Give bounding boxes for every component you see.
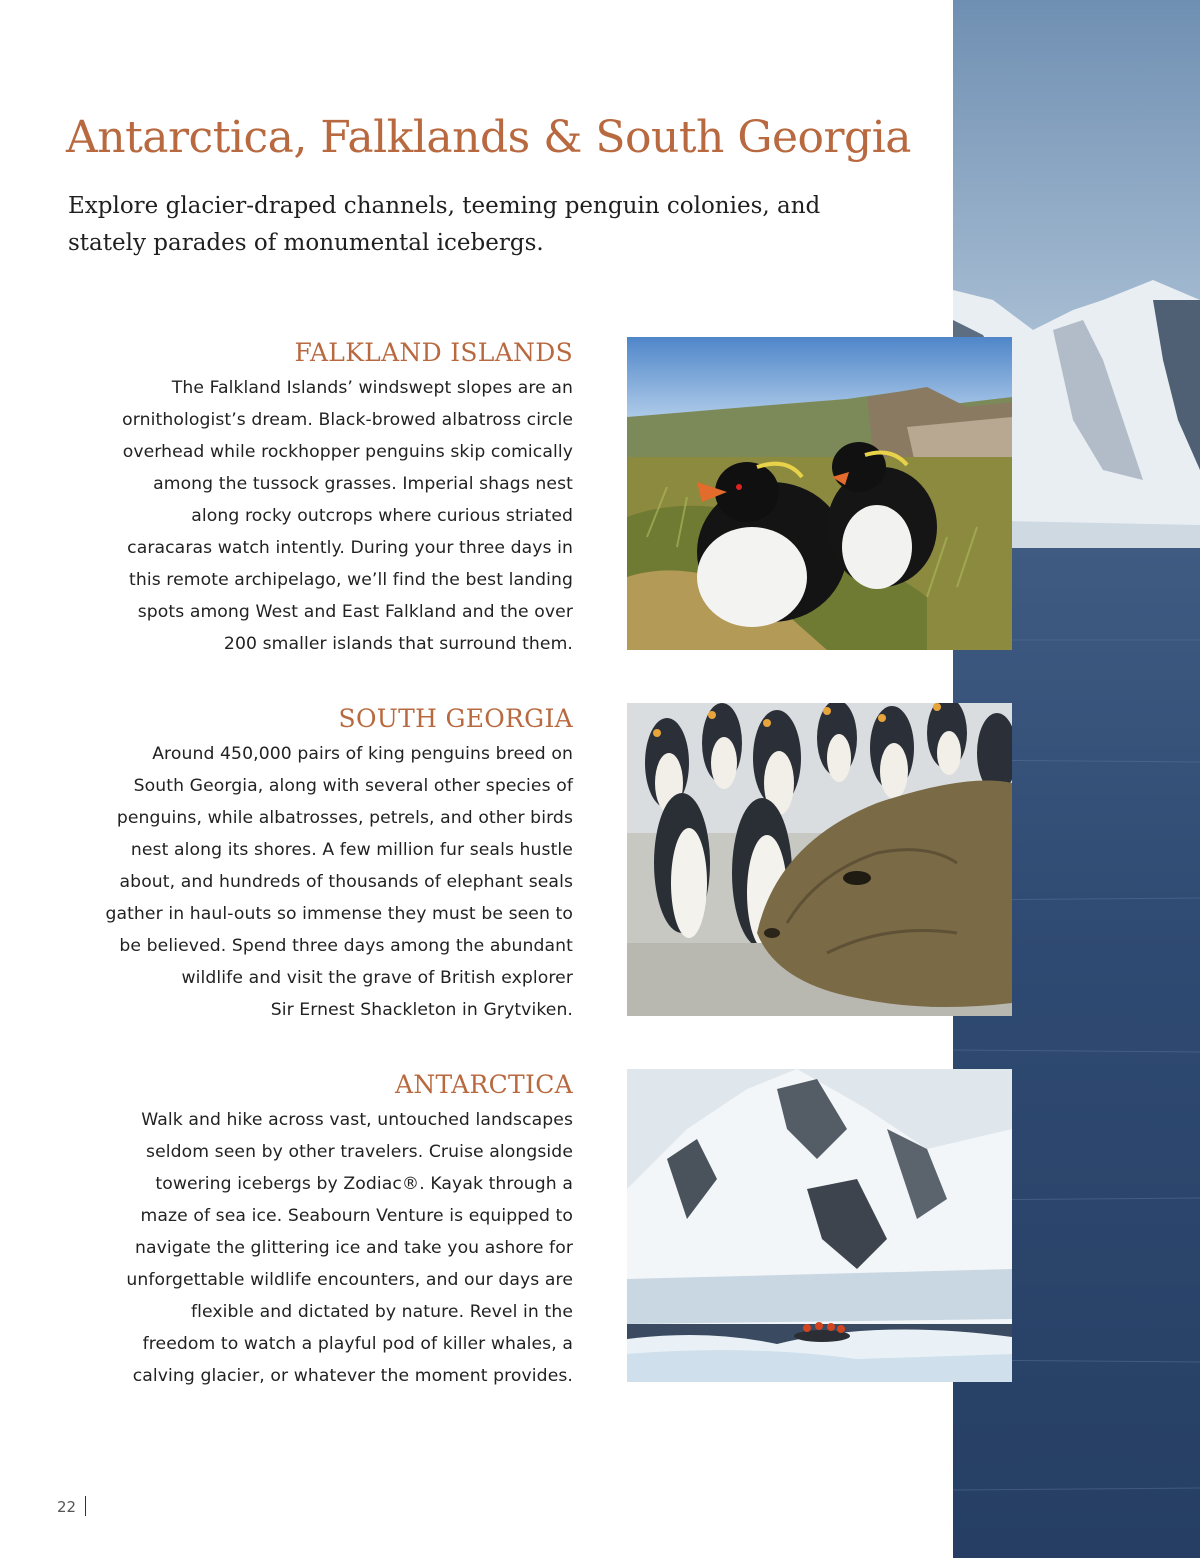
body-line: towering icebergs by Zodiac®. Kayak through a [155,1174,573,1194]
body-line: calving glacier, or whatever the moment provides. [132,1366,573,1386]
body-line: navigate the glittering ice and take you ashore for [135,1238,573,1258]
section-body [60,372,573,660]
body-line: among the tussock grasses. Imperial shags nest [153,474,573,494]
page-number-divider [85,1496,86,1516]
section-body [60,1104,573,1392]
body-line: be believed. Spend three days among the abundant [119,936,573,956]
body-line: caracaras watch intently. During your three days in [127,538,573,558]
page-number: 22 [57,1498,77,1516]
body-line: flexible and dictated by nature. Revel in the [190,1302,573,1322]
section-antarctica [60,1068,573,1392]
body-line: Walk and hike across vast, untouched landscapes [141,1110,573,1130]
subtitle-line: Explore glacier-draped channels, teeming penguin colonies, and [68,193,821,219]
section-heading: FALKLAND ISLANDS [294,338,573,367]
body-line: along rocky outcrops where curious striated [191,506,573,526]
body-line: Around 450,000 pairs of king penguins breed on [152,744,573,764]
section-falkland-islands [60,336,573,660]
body-line: nest along its shores. A few million fur seals hustle [130,840,573,860]
antarctic-mountain-zodiac-photo [627,1069,1012,1382]
body-line: freedom to watch a playful pod of killer whales, a [142,1334,573,1354]
body-line: spots among West and East Falkland and the over [137,602,573,622]
body-line: overhead while rockhopper penguins skip comically [122,442,573,462]
section-south-georgia [60,702,573,1026]
section-heading: SOUTH GEORGIA [338,704,573,733]
body-line: The Falkland Islands’ windswept slopes are an [171,378,573,398]
body-line: penguins, while albatrosses, petrels, and other birds [116,808,573,828]
body-line: gather in haul-outs so immense they must be seen to [105,904,573,924]
body-line: this remote archipelago, we’ll find the best landing [128,570,573,590]
body-line: 200 smaller islands that surround them. [223,634,573,654]
page-title: Antarctica, Falklands & South Georgia [66,112,911,163]
section-body [60,738,573,1026]
body-line: ornithologist’s dream. Black-browed albatross circle [122,410,573,430]
body-line: wildlife and visit the grave of British explorer [181,968,573,988]
body-line: Sir Ernest Shackleton in Grytviken. [270,1000,573,1020]
rockhopper-penguins-photo [627,337,1012,650]
section-heading: ANTARCTICA [395,1070,573,1099]
page-subtitle [68,188,888,262]
body-line: maze of sea ice. Seabourn Venture is equipped to [140,1206,573,1226]
subtitle-line: stately parades of monumental icebergs. [68,230,544,256]
body-line: South Georgia, along with several other species of [133,776,573,796]
elephant-seal-king-penguins-photo [627,703,1012,1016]
body-line: about, and hundreds of thousands of elephant seals [119,872,573,892]
body-line: seldom seen by other travelers. Cruise alongside [146,1142,573,1162]
body-line: unforgettable wildlife encounters, and our days are [126,1270,573,1290]
